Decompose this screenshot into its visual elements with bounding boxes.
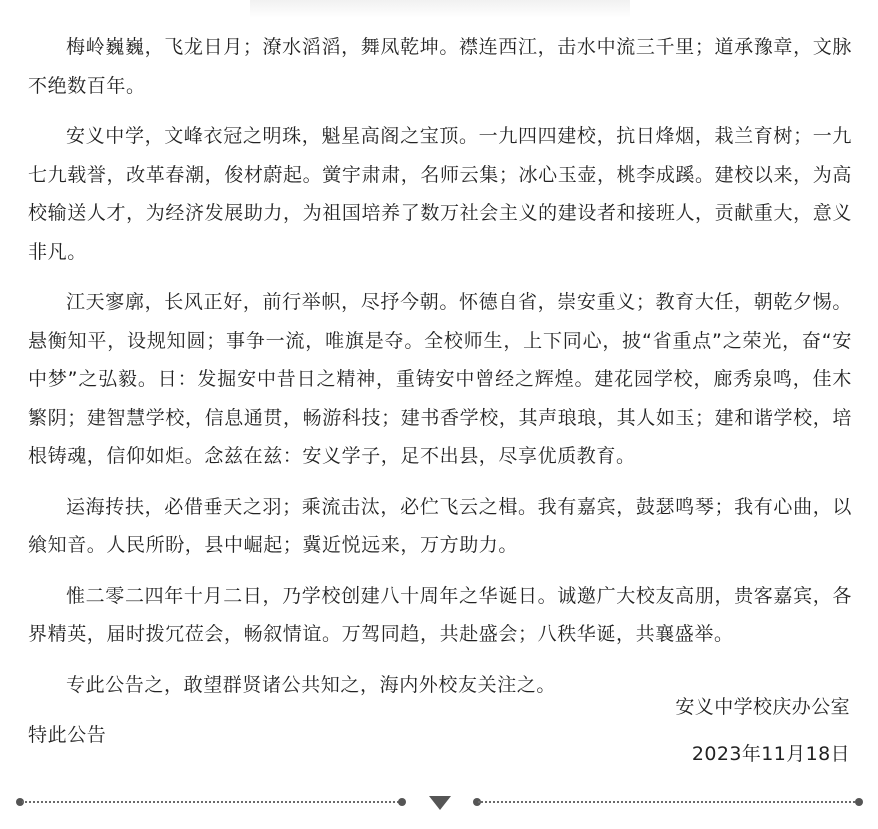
divider-dot bbox=[855, 798, 863, 806]
paragraph: 专此公告之，敢望群贤诸公共知之，海内外校友关注之。 bbox=[66, 673, 557, 696]
paragraph: 惟二零二四年十月二日，乃学校创建八十周年之华诞日。诚邀广大校友高朋，贵客嘉宾，各界精英，届时拨冗莅会，畅叙情谊。万驾同趋，共赴盛会；八秩华诞，共襄盛举。 bbox=[28, 584, 852, 645]
paragraph: 江天寥廓，长风正好，前行举帜，尽抒今朝。怀德自省，崇安重义；教育大任，朝乾夕惕。悬衡知平，设规知圆；事争一流，唯旗是夺。全校师生，上下同心，披“省重点”之荣光，奋“安中梦”之弘毅。日：发掘安中昔日之精神，重铸安中曾经之辉煌。建花园学校，廊秀泉鸣，佳木繁阴；建智慧学校，信息通贯，畅游科技；建书香学校，其声琅琅，其人如玉；建和谐学校，培根铸魂，信仰如炬。念兹在兹：安义学子，足不出县，尽享优质教育。 bbox=[28, 291, 852, 467]
divider-line-right bbox=[478, 801, 858, 803]
divider-dot bbox=[398, 798, 406, 806]
triangle-down-icon bbox=[429, 796, 451, 810]
top-shade bbox=[250, 0, 630, 18]
paragraph: 安义中学，文峰衣冠之明珠，魁星高阁之宝顶。一九四四建校，抗日烽烟，栽兰育树；一九七九载誉，改革春潮，俊材蔚起。黉宇肃肃，名师云集；冰心玉壶，桃李成蹊。建校以来，为高校输送人才，为经济发展助力，为祖国培养了数万社会主义的建设者和接班人，贡献重大，意义非凡。 bbox=[28, 125, 852, 263]
section-divider bbox=[0, 790, 878, 820]
paragraph: 梅岭巍巍，飞龙日月；潦水滔滔，舞凤乾坤。襟连西江，击水中流三千里；道承豫章，文脉不绝数百年。 bbox=[28, 36, 852, 97]
announcement-article bbox=[28, 28, 852, 754]
signature-office: 安义中学校庆办公室 bbox=[675, 696, 850, 718]
signature-date: 2023年11月18日 bbox=[691, 743, 850, 765]
divider-line-left bbox=[22, 801, 402, 803]
closing-line: 特此公告 bbox=[28, 724, 107, 746]
paragraph: 运海抟扶，必借垂天之羽；乘流击汰，必伫飞云之楫。我有嘉宾，鼓瑟鸣琴；我有心曲，以飨知音。人民所盼，县中崛起；冀近悦远来，万方助力。 bbox=[28, 495, 852, 556]
